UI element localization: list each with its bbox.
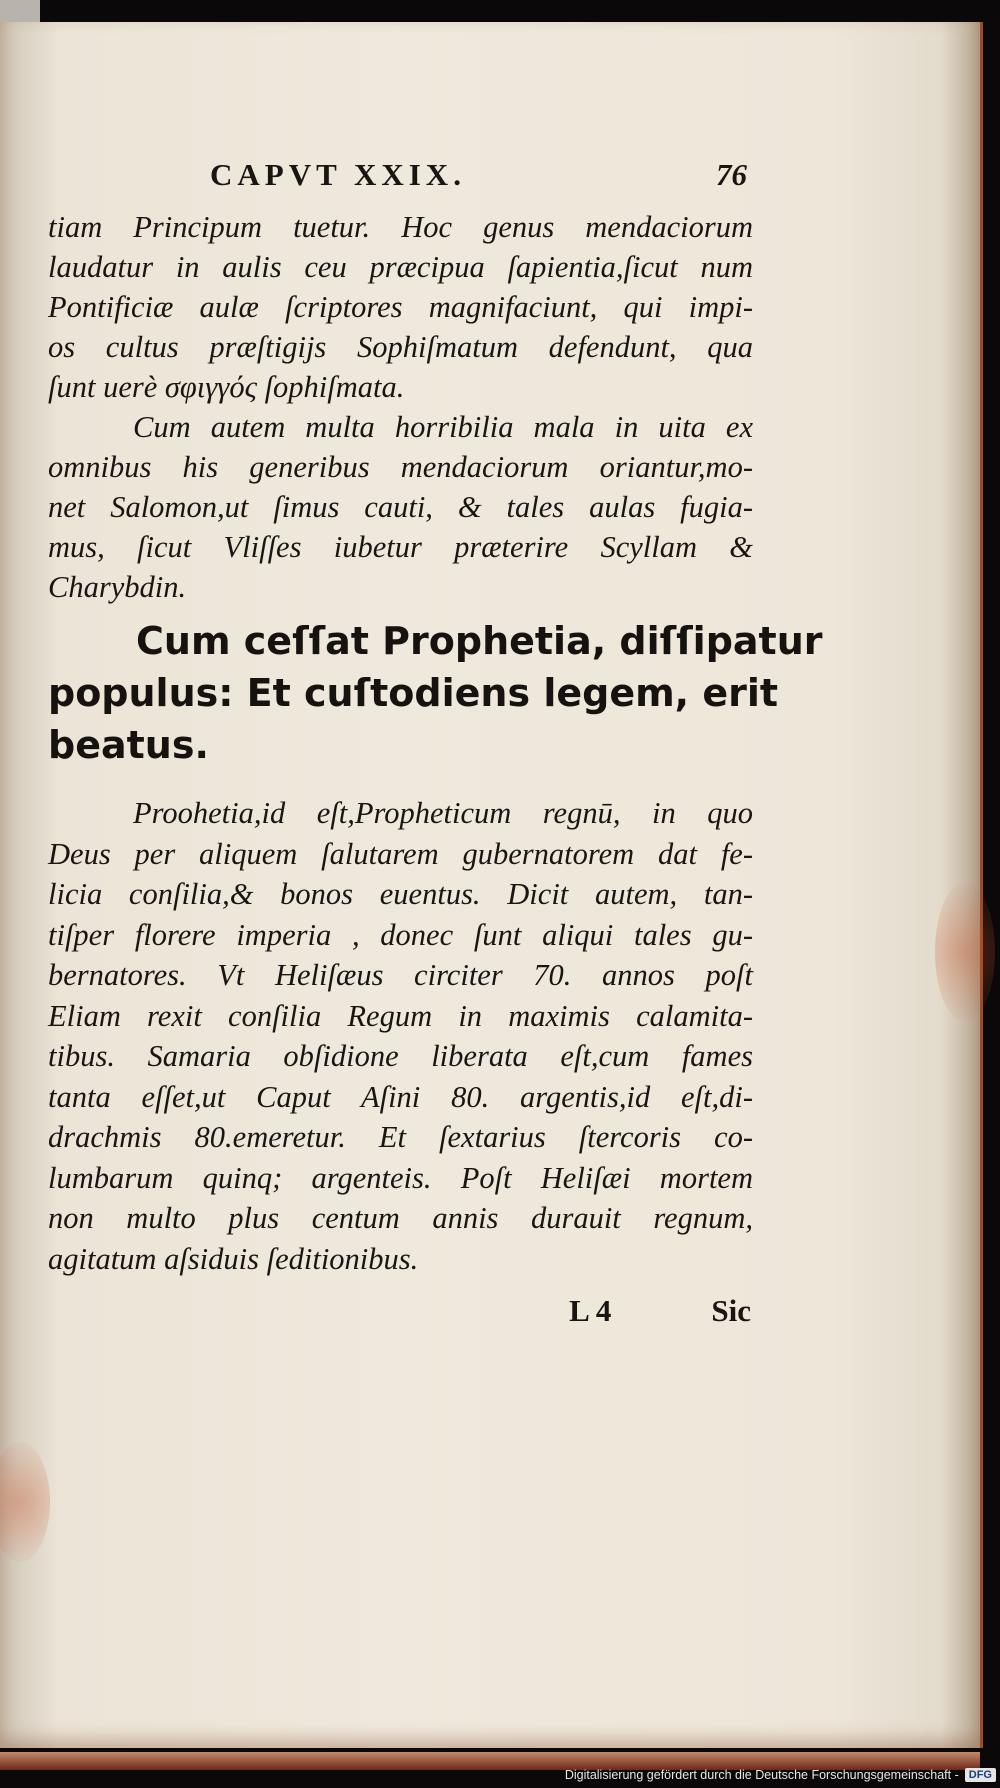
text-line: mus, ſicut Vliſſes iubetur præterire Scyllam & [48,530,753,564]
dfg-logo: DFG [965,1768,996,1782]
scan-border [0,0,40,22]
text-line: Eliam rexit conſilia Regum in maximis calamita- [48,998,753,1033]
page-text [48,157,823,1329]
text-line: tibus. Samaria obſidione liberata eſt,cum fames [48,1039,753,1073]
paragraph-2 [48,407,753,607]
text-line: os cultus præſtigijs Sophiſmatum defendunt, qua [48,330,753,364]
text-line: laudatur in aulis ceu præcipua ſapientia,ſicut num [48,250,753,284]
signature-mark: L 4 [569,1293,612,1328]
page-number: 76 [716,157,747,192]
catchword: Sic [711,1293,751,1328]
text-line: tiam Principum tuetur. Hoc genus mendaciorum [48,210,753,244]
text-line: tanta eſſet,ut Caput Aſini 80. argentis,id eſt,di- [48,1079,753,1114]
text-line: Proohetia,id eſt,Propheticum regnū, in quo [133,796,753,830]
digitization-credit [565,1768,996,1782]
text-line: net Salomon,ut ſimus cauti, & tales aulas fugia- [48,490,753,524]
catchline [48,1293,753,1329]
text-line: ſunt uerè σφιγγός ſophiſmata. [48,370,405,404]
text-line: Pontificiæ aulæ ſcriptores magnifaciunt, qui impi- [48,290,753,324]
heading-line: beatus. [48,723,209,767]
paragraph-3 [48,793,753,1279]
text-line: lumbarum quinq; argenteis. Poſt Heliſæi mortem [48,1160,753,1195]
section-heading [48,615,823,771]
text-line: tiſper florere imperia , donec ſunt aliqui tales gu- [48,917,753,952]
text-line: Cum autem multa horribilia mala in uita ex [133,410,753,444]
edge-stain [0,1442,50,1562]
chapter-title: CAPVT XXIX. [210,157,466,192]
text-line: Deus per aliquem ſalutarem gubernatorem dat fe- [48,836,753,871]
text-line: agitatum aſsiduis ſeditionibus. [48,1241,419,1276]
heading-line: populus: Et cuſtodiens legem, erit [48,671,779,715]
text-line: Charybdin. [48,570,187,604]
heading-line: Cum ceſſat Prophetia, diſſipatur [136,619,823,663]
paragraph-1 [48,207,753,407]
credit-text: Digitalisierung gefördert durch die Deutsche Forschungsgemeinschaft - [564,1768,959,1782]
text-line: drachmis 80.emeretur. Et ſextarius ſtercoris co- [48,1120,753,1154]
book-page [0,22,983,1748]
text-line: licia conſilia,& bonos euentus. Dicit autem, tan- [48,877,753,911]
text-line: non multo plus centum annis durauit regnum, [48,1201,753,1235]
edge-stain [935,882,995,1022]
text-line: bernatores. Vt Heliſæus circiter 70. annos poſt [48,958,753,992]
text-line: omnibus his generibus mendaciorum oriantur,mo- [48,450,753,484]
running-head [48,157,753,207]
